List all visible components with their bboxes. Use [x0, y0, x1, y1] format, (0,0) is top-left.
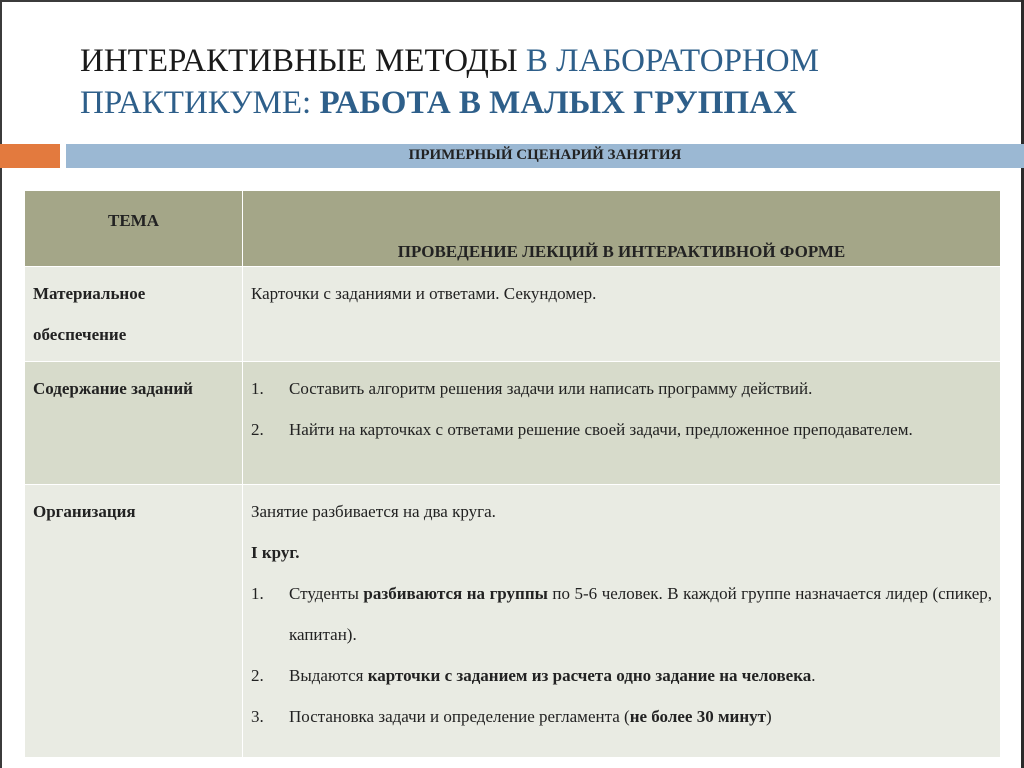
- slide-frame-top: [0, 0, 1024, 2]
- list-item: [251, 409, 992, 450]
- row-label-tasks: [25, 362, 243, 485]
- header-value: ПРОВЕДЕНИЕ ЛЕКЦИЙ В ИНТЕРАКТИВНОЙ ФОРМЕ: [243, 191, 1001, 267]
- text-run: .: [811, 666, 816, 685]
- accent-bar-orange: [0, 144, 60, 168]
- text-run-bold: карточки с заданием из расчета одно задание на человека: [367, 666, 812, 685]
- list-number: 1.: [251, 379, 264, 398]
- slide-frame-left: [0, 0, 2, 768]
- list-item: [251, 573, 992, 655]
- list-item: [251, 655, 992, 696]
- table-row: [25, 485, 1001, 758]
- table-header-row: [25, 191, 1001, 267]
- tasks-list: [251, 368, 992, 450]
- list-number: 2.: [251, 420, 264, 439]
- text-run: Постановка задачи и определение регламента (: [289, 707, 630, 726]
- list-text: [289, 655, 992, 696]
- row-value-materials: [243, 267, 1001, 362]
- list-number: 1.: [251, 584, 264, 603]
- list-text: [289, 696, 992, 737]
- text-run-bold: разбиваются на группы: [363, 584, 548, 603]
- text-run: Студенты: [289, 584, 364, 603]
- list-number: 3.: [251, 707, 264, 726]
- header-topic: ТЕМА: [25, 191, 243, 267]
- row-label-organization: [25, 485, 243, 758]
- organization-round: I круг.: [251, 543, 300, 562]
- organization-label: Организация: [33, 502, 136, 521]
- organization-list: [251, 573, 992, 737]
- text-run-bold: не более 30 минут: [629, 707, 766, 726]
- list-text: Найти на карточках с ответами решение своей задачи, предложенное преподавателем.: [289, 420, 913, 439]
- scenario-table: [24, 190, 1001, 758]
- materials-label: Материальное обеспечение: [33, 284, 146, 344]
- materials-value: Карточки с заданиями и ответами. Секундомер.: [251, 284, 597, 303]
- row-label-materials: [25, 267, 243, 362]
- slide-title: [80, 40, 980, 124]
- title-part-2: В ЛАБОРАТОРНОМ ПРАКТИКУМЕ:: [80, 43, 819, 121]
- text-run: по 5-6 человек. В каждой группе назначается лидер (спикер, капитан).: [289, 584, 992, 644]
- text-run: Выдаются: [289, 666, 368, 685]
- text-run: ): [765, 707, 772, 726]
- tasks-label: Содержание заданий: [33, 379, 193, 398]
- title-part-3: РАБОТА В МАЛЫХ ГРУППАХ: [319, 85, 797, 121]
- list-text: Составить алгоритм решения задачи или написать программу действий.: [289, 379, 813, 398]
- list-number: 2.: [251, 666, 264, 685]
- row-value-organization: [243, 485, 1001, 758]
- list-text: [289, 573, 992, 655]
- row-value-tasks: [243, 362, 1001, 485]
- subtitle: ПРИМЕРНЫЙ СЦЕНАРИЙ ЗАНЯТИЯ: [408, 147, 682, 163]
- list-item: [251, 696, 992, 737]
- table-row: [25, 267, 1001, 362]
- table-row: [25, 362, 1001, 485]
- title-part-1: ИНТЕРАКТИВНЫЕ МЕТОДЫ: [80, 43, 526, 79]
- organization-intro: Занятие разбивается на два круга.: [251, 502, 496, 521]
- list-item: [251, 368, 992, 409]
